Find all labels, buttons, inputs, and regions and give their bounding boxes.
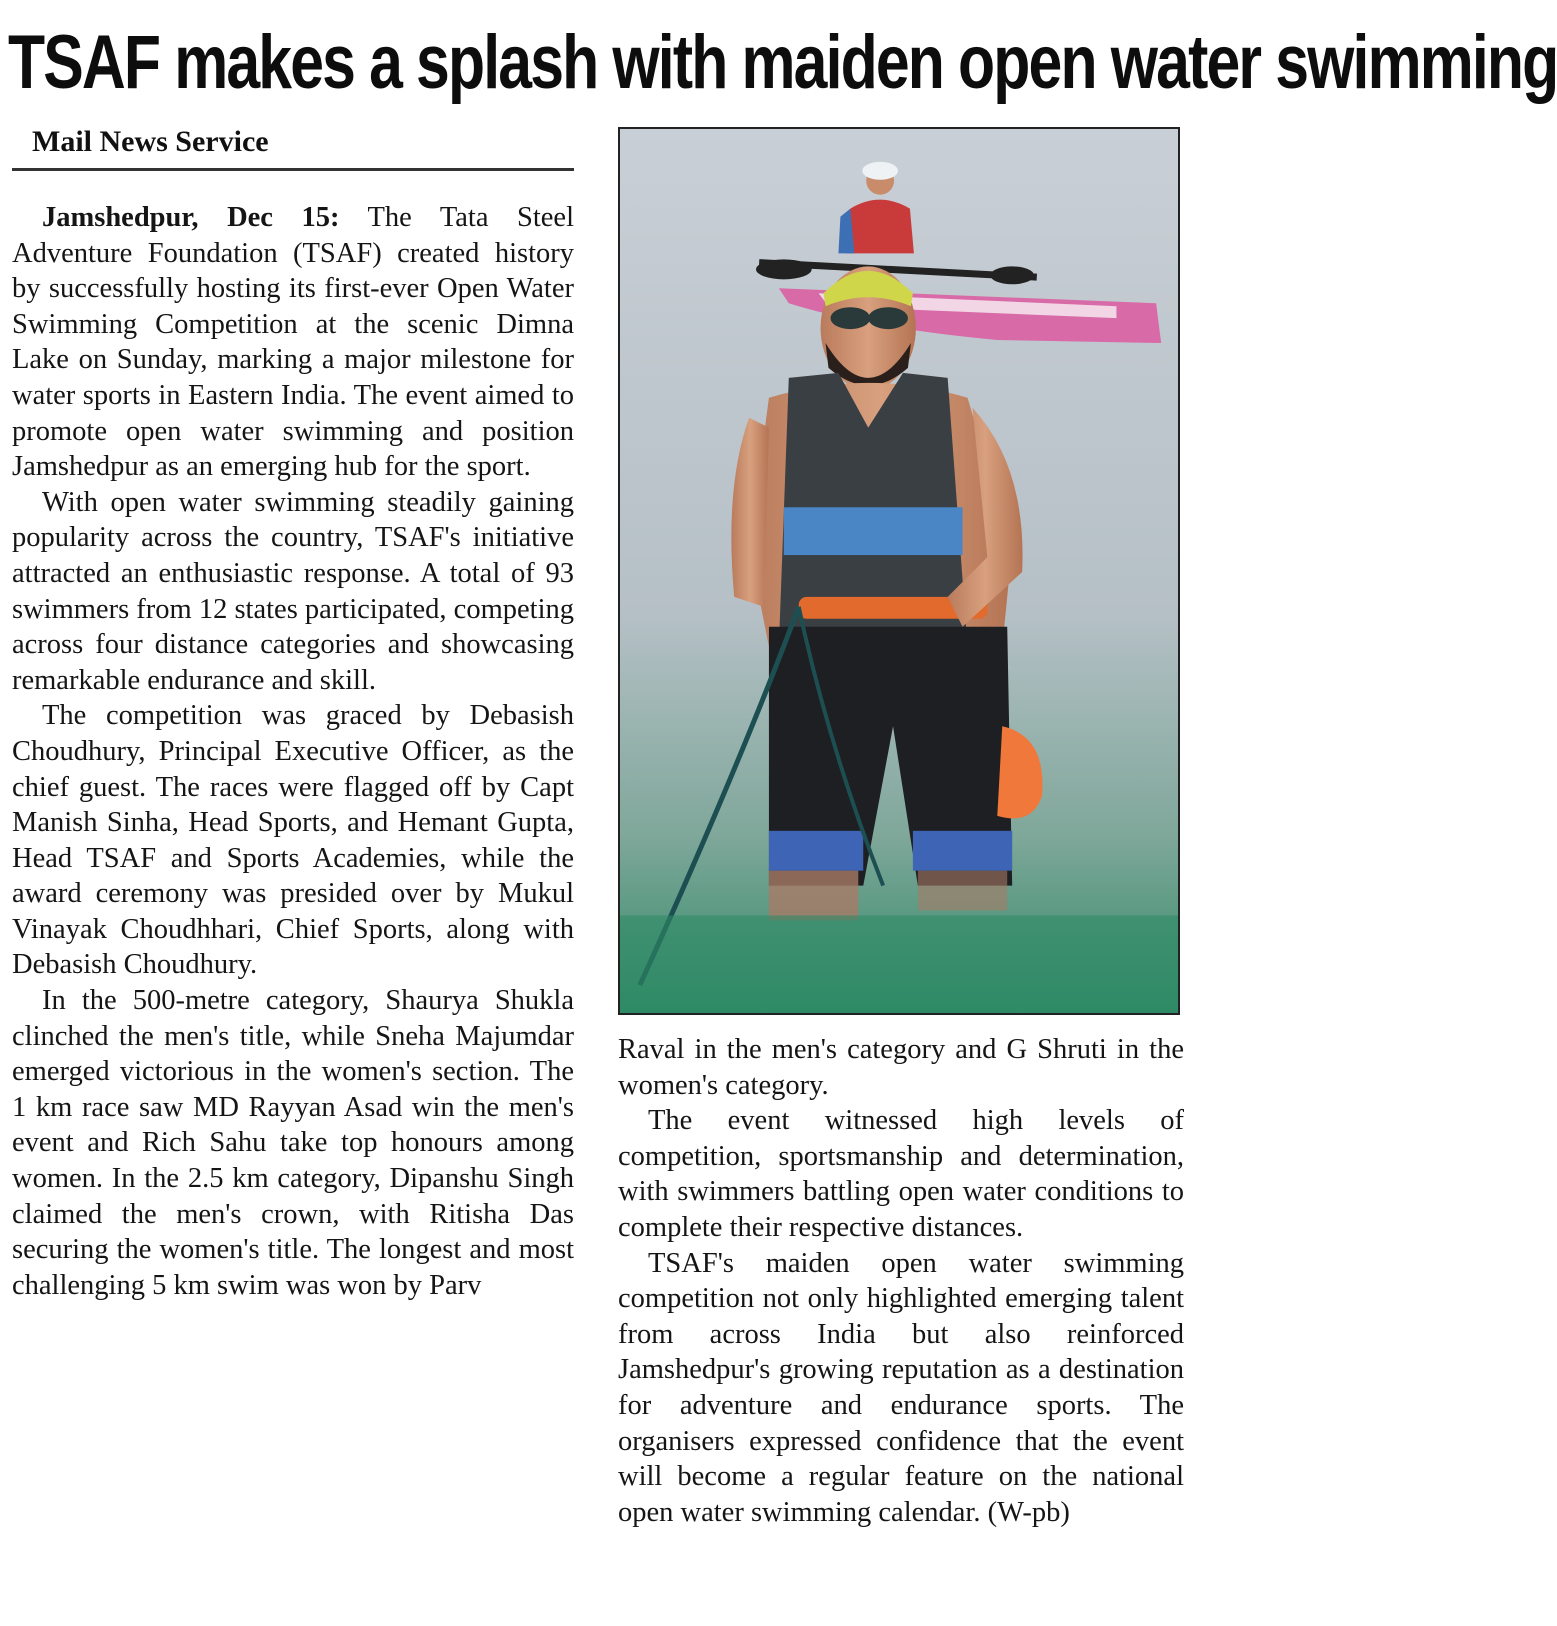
paragraph-4: In the 500-metre category, Shaurya Shukla clinched the men's title, while Sneha Majumdar emerged victorious in the women's section. The 1 km race saw MD Rayyan Asad win the men's event and Rich Sahu take top honours among women. In the 2.5 km category, Dipanshu Singh claimed the men's crown, with Ritisha Das securing the women's title. The longest and most challenging 5 km swim was won by Parv [12,985,574,1301]
swimmer-photo-illustration [620,129,1178,1013]
headline: TSAF makes a splash with maiden open water swimming [8,18,1557,105]
paragraph-7: TSAF's maiden open water swimming competition not only highlighted emerging talent from across India but also reinforced Jamshedpur's growing reputation as a destination for adventure and endurance sports. The organisers expressed confidence that the event will become a regular feature on the national open water swimming calendar. (W-pb) [618,1247,1184,1528]
byline-divider [12,168,574,171]
paragraph-6: The event witnessed high levels of competition, sportsmanship and determination, with swimmers battling open water conditions to complete their respective distances. [618,1105,1184,1243]
paragraph-5: Raval in the men's category and G Shruti in the women's category. [618,1034,1184,1101]
paragraph-3: The competition was graced by Debasish Choudhury, Principal Executive Officer, as the chief guest. The races were flagged off by Capt Manish Sinha, Head Sports, and Hemant Gupta, Head TSAF and Sports Academies, while the award ceremony was presided over by Mukul Vinayak Choudhhari, Chief Sports, along with Debasish Choudhury. [12,700,574,981]
swimmer-photo [618,127,1180,1015]
byline: Mail News Service [32,125,269,158]
article-column-left [12,200,574,1620]
paragraph-1-text: The Tata Steel Adventure Foundation (TSAF) created history by successfully hosting its first-ever Open Water Swimming Competition at the scenic Dimna Lake on Sunday, marking a major milestone for water sports in Eastern India. The event aimed to promote open water swimming and position Jamshedpur as an emerging hub for the sport. [12,202,574,483]
paragraph-2: With open water swimming steadily gaining popularity across the country, TSAF's initiative attracted an enthusiastic response. A total of 93 swimmers from 12 states participated, competing across four distance categories and showcasing remarkable endurance and skill. [12,486,574,696]
paragraph-1 [12,200,574,485]
dateline: Jamshedpur, Dec 15: [42,202,340,233]
article-column-right [618,1032,1184,1622]
